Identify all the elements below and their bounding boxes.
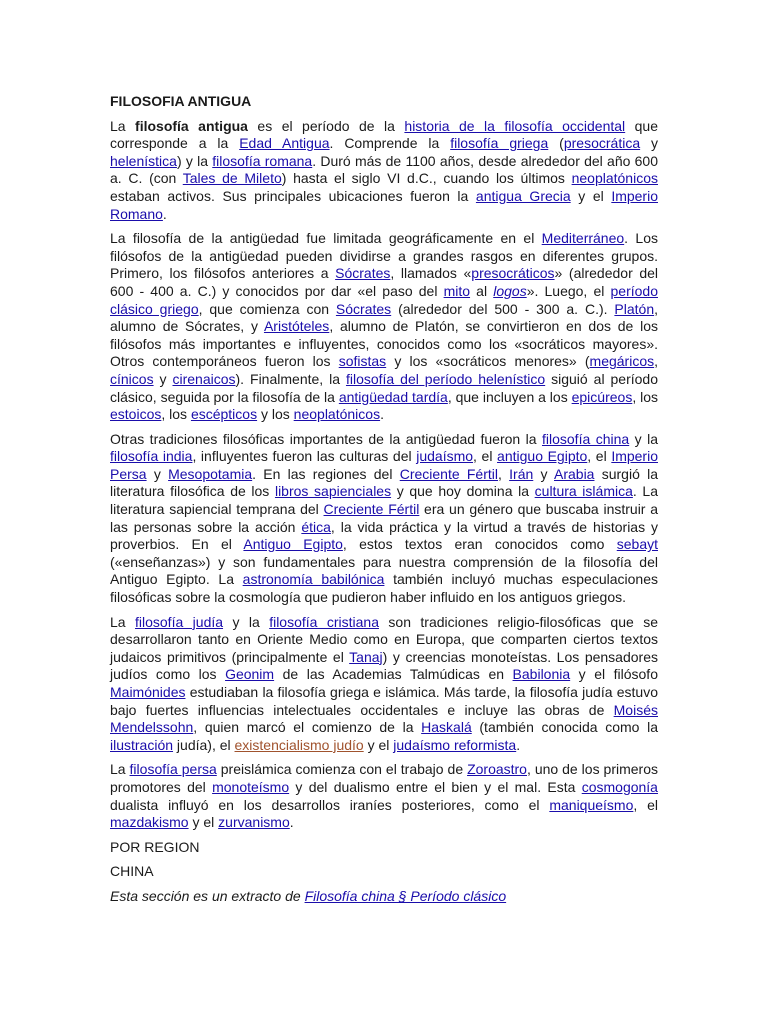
inline-link[interactable]: Haskalá	[421, 719, 472, 736]
text-segment: ). Finalmente, la	[235, 370, 346, 387]
text-segment: de las Academias Talmúdicas en	[274, 666, 513, 683]
text-segment: es el período de la	[247, 117, 405, 134]
inline-link[interactable]: Tales de Mileto	[182, 170, 282, 187]
inline-link[interactable]: Zoroastro	[467, 761, 527, 778]
inline-link[interactable]: Sócrates	[335, 300, 392, 317]
inline-link[interactable]: filosofía romana	[212, 152, 313, 169]
inline-link[interactable]: neoplatónicos	[293, 406, 381, 423]
text-segment: dualista influyó en los desarrollos iraníes posteriores, como el	[110, 796, 550, 813]
text-segment: , uno de los primeros promotores del	[110, 761, 658, 795]
text-segment: judía), el	[173, 736, 235, 753]
text-segment: y	[640, 135, 659, 152]
paragraph	[110, 761, 658, 831]
text-segment: ) hasta el siglo VI d.C., cuando los últimos	[281, 170, 572, 187]
inline-link[interactable]: Geonim	[225, 666, 275, 683]
text-segment: y los	[257, 406, 294, 423]
text-segment: .	[289, 814, 294, 831]
inline-link[interactable]: filosofía griega	[450, 135, 549, 152]
text-segment: ) y creencias monoteístas. Los pensadores judíos como los	[110, 648, 658, 683]
section-heading-por-region: POR REGION	[110, 838, 200, 855]
inline-link[interactable]: Edad Antigua	[239, 135, 330, 152]
subsection-heading-china: CHINA	[110, 863, 154, 880]
inline-link[interactable]: judaísmo reformista	[393, 736, 517, 753]
inline-link[interactable]: Tanaj	[349, 648, 383, 665]
document-title: FILOSOFIA ANTIGUA	[110, 93, 252, 109]
inline-link[interactable]: ética	[301, 518, 331, 535]
text-segment: , influyentes fueron las culturas del	[192, 448, 417, 465]
text-segment: («enseñanzas») y son fundamentales para nuestra comprensión de la filosofía del Antiguo Egipto. La	[110, 553, 658, 588]
inline-link[interactable]: filosofía persa	[129, 761, 217, 778]
inline-link[interactable]: período clásico griego	[110, 282, 658, 317]
text-segment: , los	[161, 406, 191, 423]
inline-link[interactable]: neoplatónicos	[571, 170, 658, 187]
inline-link[interactable]: filosofía india	[110, 448, 193, 465]
text-segment: y	[153, 370, 173, 387]
inline-link[interactable]: sebayt	[616, 536, 658, 553]
inline-link[interactable]: Arabia	[554, 465, 595, 482]
text-segment: y	[533, 465, 554, 482]
inline-link[interactable]: escépticos	[190, 406, 258, 423]
inline-link[interactable]: Babilonia	[512, 666, 571, 683]
inline-link[interactable]: sofistas	[338, 353, 387, 370]
inline-link[interactable]: libros sapienciales	[274, 483, 392, 500]
paragraph	[110, 118, 658, 224]
text-segment: . En las regiones del	[252, 465, 400, 482]
text-segment: , el	[633, 796, 658, 813]
text-segment: . Duró más de 1100 años, desde alrededor del año 600 a. C. (con	[110, 152, 659, 187]
inline-link[interactable]: Sócrates	[335, 265, 391, 282]
excerpt-note	[110, 888, 658, 906]
text-segment: y los «socráticos menores» (	[386, 353, 590, 370]
inline-link[interactable]: presocrática	[563, 135, 641, 152]
text-segment: ». Luego, el	[526, 282, 611, 299]
text-segment: (también conocida como la	[471, 719, 658, 736]
inline-link[interactable]: antiguo Egipto	[497, 448, 588, 465]
inline-link[interactable]: Imperio Romano	[110, 187, 658, 222]
text-segment: La	[110, 761, 130, 778]
text-segment: y el	[363, 736, 394, 753]
inline-link[interactable]: helenística	[110, 152, 177, 169]
text-segment: preislámica comienza con el trabajo de	[216, 761, 468, 778]
inline-link[interactable]: cínicos	[110, 370, 154, 387]
text-segment: y	[146, 465, 169, 482]
inline-link[interactable]: Moisés Mendelssohn	[110, 701, 658, 736]
inline-link[interactable]: mazdakismo	[110, 814, 189, 831]
text-segment: (	[548, 135, 564, 152]
text-segment: , la vida práctica y la virtud a través de historias y proverbios. En el	[110, 518, 658, 553]
inline-link[interactable]: filosofía china	[542, 430, 630, 447]
inline-link[interactable]: astronomía babilónica	[242, 571, 385, 588]
inline-link[interactable]: Irán	[509, 465, 534, 482]
inline-link[interactable]: cultura islámica	[534, 483, 633, 500]
text-segment: y el	[188, 814, 219, 831]
inline-link[interactable]: mito	[443, 282, 471, 299]
text-segment: , el	[587, 448, 612, 465]
excerpt-note-link[interactable]: Filosofía china § Período clásico	[304, 887, 507, 904]
text-segment: La	[110, 117, 136, 134]
text-segment: , llamados «	[390, 265, 472, 282]
paragraph	[110, 431, 658, 607]
inline-link[interactable]: filosofía cristiana	[269, 613, 379, 630]
text-segment: al	[470, 282, 494, 299]
text-segment: , estos textos eran conocidos como	[342, 536, 617, 553]
text-segment: ,	[497, 465, 510, 482]
text-segment: y el filósofo	[570, 666, 658, 683]
text-segment: son tradiciones religio-filosóficas que se desarrollaron tanto en Oriente Medio como en Europa, que comparten ciertos textos judaicos primitivos (principalmente el	[110, 613, 658, 665]
text-segment: , el	[473, 448, 498, 465]
inline-link[interactable]: Imperio Persa	[110, 448, 658, 482]
inline-link[interactable]: Creciente Fértil	[399, 465, 498, 482]
inline-link[interactable]: cirenaicos	[172, 370, 236, 387]
inline-link[interactable]: megáricos	[589, 353, 655, 370]
text-segment: , que comienza con	[198, 300, 336, 317]
excerpt-note-prefix: Esta sección es un extracto de	[110, 887, 305, 904]
text-segment: ) y la	[176, 152, 213, 169]
text-segment: Otras tradiciones filosóficas importantes de la antigüedad fueron la	[110, 430, 542, 447]
inline-link[interactable]: ilustración	[110, 736, 174, 753]
text-segment: (alrededor del 500 - 300 a. C.).	[391, 300, 615, 317]
text-segment: , quien marcó el comienzo de la	[193, 719, 422, 736]
inline-link[interactable]: historia de la filosofía occidental	[404, 117, 626, 134]
inline-link[interactable]: Antiguo Egipto	[243, 536, 343, 553]
text-segment: . Comprende la	[329, 135, 451, 152]
text-segment: y del dualismo entre el bien y el mal. Esta	[289, 778, 582, 795]
text-segment: » (alrededor del 600 - 400 a. C.) y conocidos por dar «el paso del	[110, 265, 659, 299]
inline-link[interactable]: maniqueísmo	[549, 796, 634, 813]
inline-link[interactable]: Mediterráneo	[541, 230, 625, 247]
text-segment: , que incluyen a los	[447, 388, 572, 405]
paragraph	[110, 614, 658, 755]
body-paragraphs	[110, 118, 658, 832]
text-segment: . La literatura sapiencial temprana del	[110, 483, 658, 518]
text-segment: .	[516, 736, 521, 753]
text-segment: ,	[654, 353, 659, 370]
text-segment: siguió al período clásico, seguida por la filosofía de la	[110, 370, 658, 405]
inline-link[interactable]: existencialismo judío	[234, 736, 364, 753]
text-segment: , alumno de Sócrates, y	[110, 300, 658, 335]
text-segment: . Los filósofos de la antigüedad pueden dividirse a grandes rasgos en diferentes grupos. Primero, los filósofos anteriores a	[110, 230, 658, 282]
inline-link[interactable]: epicúreos	[571, 388, 633, 405]
text-segment: La filosofía de la antigüedad fue limitada geográficamente en el	[110, 230, 542, 247]
text-segment: La	[110, 613, 135, 630]
bold-term: filosofía antigua	[135, 117, 248, 134]
inline-link[interactable]: judaísmo	[416, 448, 474, 465]
paragraph	[110, 230, 658, 424]
inline-link[interactable]: logos	[493, 282, 527, 299]
text-segment: surgió la literatura filosófica de los	[110, 465, 659, 500]
text-segment: , los	[632, 388, 658, 405]
inline-link[interactable]: Mesopotamia	[168, 465, 253, 482]
text-segment: y la	[629, 430, 658, 447]
inline-link[interactable]: presocráticos	[471, 265, 555, 282]
inline-link[interactable]: Aristóteles	[263, 318, 330, 335]
inline-link[interactable]: filosofía del período helenístico	[345, 370, 546, 387]
text-segment: , alumno de Platón, se convirtieron en dos de los filósofos más importantes e influyentes, conocidos como los «socráticos mayores». Otros contemporáneos fueron los	[110, 318, 658, 370]
inline-link[interactable]: antigüedad tardía	[338, 388, 448, 405]
text-segment: y que hoy domina la	[391, 483, 535, 500]
text-segment: estudiaban la filosofía griega e islámica. Más tarde, la filosofía judía estuvo bajo fuertes influencias intelectuales occidentales e incluye las obras de	[110, 684, 658, 718]
inline-link[interactable]: estoicos	[110, 406, 162, 423]
document-page	[110, 93, 658, 906]
text-segment: .	[380, 406, 384, 423]
inline-link[interactable]: filosofía judía	[135, 613, 224, 630]
inline-link[interactable]: antigua Grecia	[475, 187, 571, 204]
inline-link[interactable]: monoteísmo	[212, 778, 290, 795]
text-segment: .	[162, 205, 167, 222]
text-segment: y la	[223, 613, 270, 630]
text-segment: estaban activos. Sus principales ubicaciones fueron la	[110, 187, 476, 204]
inline-link[interactable]: cosmogonía	[581, 778, 658, 795]
text-segment: y el	[570, 187, 612, 204]
inline-link[interactable]: Platón	[614, 300, 655, 317]
inline-link[interactable]: Creciente Fértil	[323, 501, 420, 518]
inline-link[interactable]: Maimónides	[110, 684, 186, 700]
text-segment: que corresponde a la	[110, 117, 658, 152]
text-segment: era un género que buscaba instruir a las personas sobre la acción	[110, 501, 658, 535]
text-segment: también incluyó muchas especulaciones filosóficas sobre la cosmología que pudieron haber influido en los antiguos griegos.	[110, 571, 658, 606]
inline-link[interactable]: zurvanismo	[218, 814, 290, 831]
